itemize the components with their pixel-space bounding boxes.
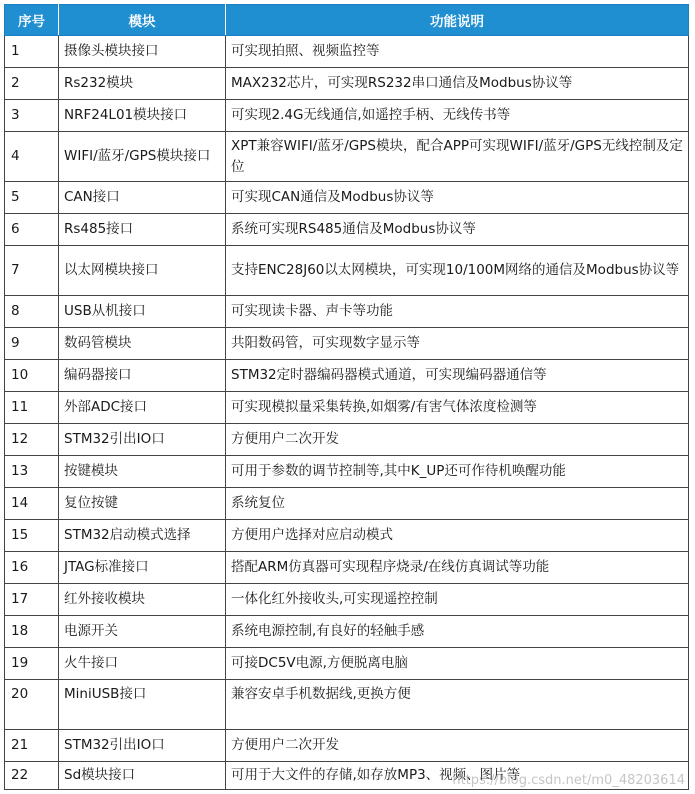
header-module: 模块 <box>59 5 226 36</box>
table-row <box>5 360 689 392</box>
row-index: 7 <box>5 246 59 296</box>
table-row <box>5 730 689 762</box>
table-row <box>5 328 689 360</box>
row-index: 19 <box>5 648 59 680</box>
row-index: 11 <box>5 392 59 424</box>
row-module: STM32引出IO口 <box>59 730 226 762</box>
table-row <box>5 520 689 552</box>
table-row <box>5 246 689 296</box>
row-index: 13 <box>5 456 59 488</box>
table-row <box>5 68 689 100</box>
row-description: XPT兼容WIFI/蓝牙/GPS模块，配合APP可实现WIFI/蓝牙/GPS无线控制及定位 <box>226 132 689 182</box>
row-module: 摄像头模块接口 <box>59 36 226 68</box>
row-index: 2 <box>5 68 59 100</box>
row-description: 可接DC5V电源,方便脱离电脑 <box>226 648 689 680</box>
row-index: 8 <box>5 296 59 328</box>
row-description: 系统可实现RS485通信及Modbus协议等 <box>226 214 689 246</box>
row-index: 21 <box>5 730 59 762</box>
table-header-row <box>5 5 689 36</box>
row-index: 1 <box>5 36 59 68</box>
row-description: 搭配ARM仿真器可实现程序烧录/在线仿真调试等功能 <box>226 552 689 584</box>
table-row <box>5 424 689 456</box>
row-module: STM32启动模式选择 <box>59 520 226 552</box>
row-module: Rs485接口 <box>59 214 226 246</box>
row-module: 红外接收模块 <box>59 584 226 616</box>
table-row <box>5 680 689 730</box>
row-description: 可实现CAN通信及Modbus协议等 <box>226 182 689 214</box>
row-description: 可实现拍照、视频监控等 <box>226 36 689 68</box>
row-index: 12 <box>5 424 59 456</box>
row-index: 5 <box>5 182 59 214</box>
row-module: USB从机接口 <box>59 296 226 328</box>
row-module: 编码器接口 <box>59 360 226 392</box>
row-description: 方便用户二次开发 <box>226 730 689 762</box>
row-index: 4 <box>5 132 59 182</box>
table-row <box>5 456 689 488</box>
row-module: 外部ADC接口 <box>59 392 226 424</box>
row-index: 9 <box>5 328 59 360</box>
row-description: 可实现2.4G无线通信,如遥控手柄、无线传书等 <box>226 100 689 132</box>
table-row <box>5 616 689 648</box>
watermark-text: https://blog.csdn.net/m0_48203614 <box>452 773 685 788</box>
row-description: 可用于参数的调节控制等,其中K_UP还可作待机唤醒功能 <box>226 456 689 488</box>
row-description: 兼容安卓手机数据线,更换方便 <box>226 680 689 730</box>
row-module: 按键模块 <box>59 456 226 488</box>
row-module: 复位按键 <box>59 488 226 520</box>
table-row <box>5 392 689 424</box>
table-row <box>5 584 689 616</box>
row-module: STM32引出IO口 <box>59 424 226 456</box>
module-function-table <box>4 4 689 790</box>
row-description: 共阳数码管，可实现数字显示等 <box>226 328 689 360</box>
row-module: Rs232模块 <box>59 68 226 100</box>
row-description: 一体化红外接收头,可实现遥控控制 <box>226 584 689 616</box>
table-row <box>5 182 689 214</box>
row-index: 3 <box>5 100 59 132</box>
row-index: 22 <box>5 762 59 790</box>
row-description: 可用于大文件的存储,如存放MP3、视频、图片等 <box>226 762 689 790</box>
row-index: 15 <box>5 520 59 552</box>
row-index: 10 <box>5 360 59 392</box>
row-description: 可实现模拟量采集转换,如烟雾/有害气体浓度检测等 <box>226 392 689 424</box>
table-row <box>5 132 689 182</box>
table-row <box>5 36 689 68</box>
table-row <box>5 214 689 246</box>
header-index: 序号 <box>5 5 59 36</box>
row-index: 14 <box>5 488 59 520</box>
row-description: 系统复位 <box>226 488 689 520</box>
table-row <box>5 552 689 584</box>
row-module: Sd模块接口 <box>59 762 226 790</box>
row-description: STM32定时器编码器模式通道，可实现编码器通信等 <box>226 360 689 392</box>
row-module: 数码管模块 <box>59 328 226 360</box>
row-description: MAX232芯片，可实现RS232串口通信及Modbus协议等 <box>226 68 689 100</box>
row-index: 17 <box>5 584 59 616</box>
row-description: 系统电源控制,有良好的轻触手感 <box>226 616 689 648</box>
table-row <box>5 488 689 520</box>
row-module: JTAG标准接口 <box>59 552 226 584</box>
row-module: 火牛接口 <box>59 648 226 680</box>
header-description: 功能说明 <box>226 5 689 36</box>
row-index: 16 <box>5 552 59 584</box>
row-index: 18 <box>5 616 59 648</box>
table-row <box>5 648 689 680</box>
row-module: WIFI/蓝牙/GPS模块接口 <box>59 132 226 182</box>
row-module: CAN接口 <box>59 182 226 214</box>
row-description: 方便用户选择对应启动模式 <box>226 520 689 552</box>
row-module: MiniUSB接口 <box>59 680 226 730</box>
row-index: 6 <box>5 214 59 246</box>
table-row <box>5 296 689 328</box>
row-description: 方便用户二次开发 <box>226 424 689 456</box>
row-index: 20 <box>5 680 59 730</box>
row-module: 以太网模块接口 <box>59 246 226 296</box>
table-row <box>5 100 689 132</box>
row-module: 电源开关 <box>59 616 226 648</box>
row-description: 支持ENC28J60以太网模块，可实现10/100M网络的通信及Modbus协议等 <box>226 246 689 296</box>
row-module: NRF24L01模块接口 <box>59 100 226 132</box>
row-description: 可实现读卡器、声卡等功能 <box>226 296 689 328</box>
